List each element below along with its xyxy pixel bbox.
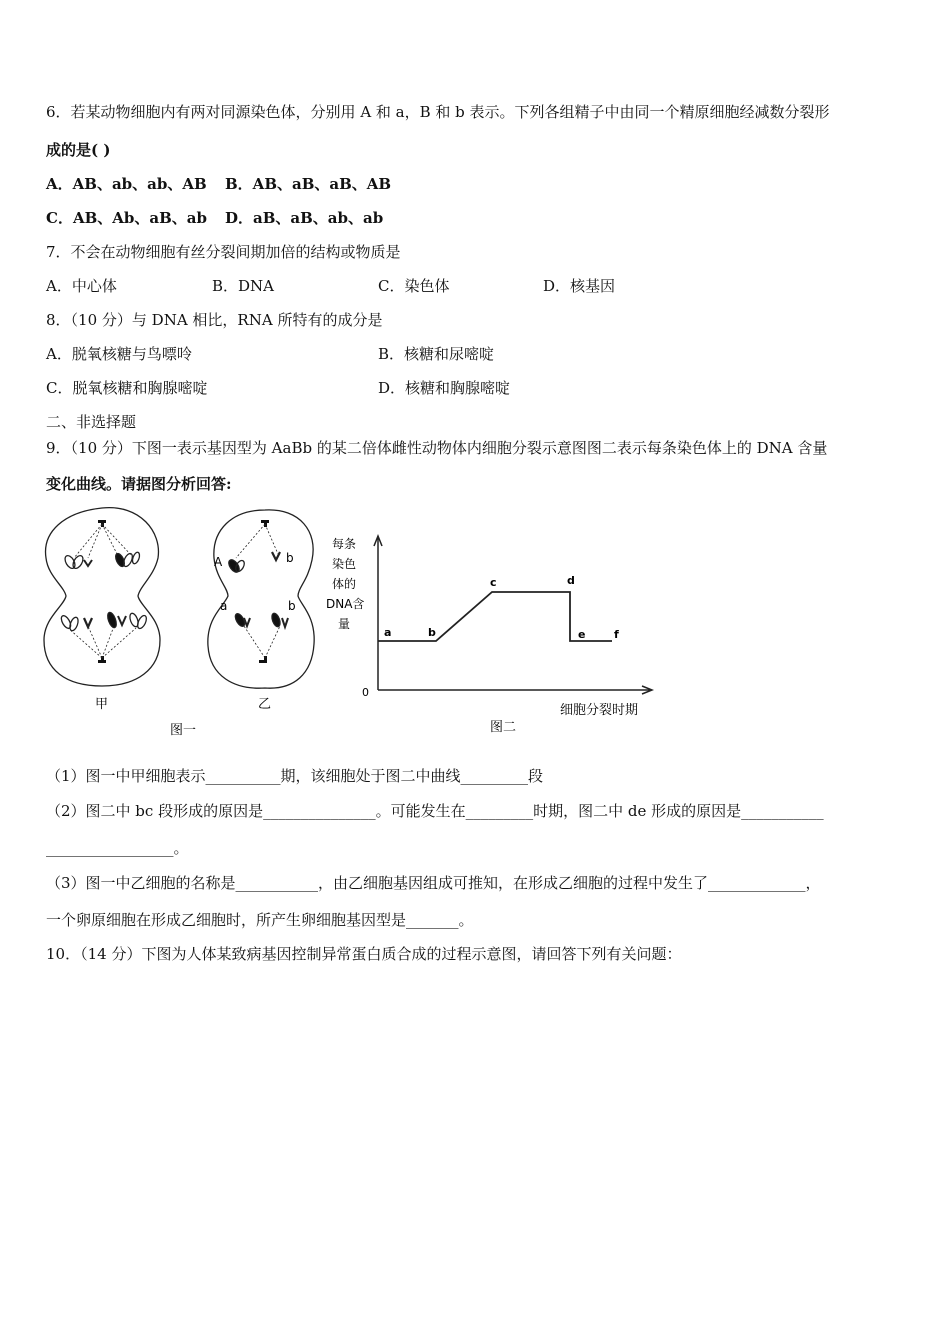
gene-label-b-bottom: b [288, 599, 296, 613]
q6-option-d: D．aB、aB、ab、ab [225, 209, 384, 227]
cell-yi-label: 乙 [258, 697, 272, 712]
figure1-caption: 图一 [170, 723, 197, 738]
point-c: c [490, 576, 497, 589]
q7-option-d: D．核基因 [543, 277, 616, 295]
q7-option-b: B．DNA [212, 277, 275, 295]
ylabel-line3: 体的 [332, 577, 357, 591]
q9-sub3-line2: 一个卵原细胞在形成乙细胞时，所产生卵细胞基因型是_______。 [46, 911, 474, 929]
ylabel-line2: 染色 [332, 557, 357, 571]
figure2-axes [374, 536, 652, 694]
q6-option-b: B．AB、aB、aB、AB [225, 175, 392, 193]
cell-jia-diagram [44, 508, 160, 686]
q9-sub3-line1: （3）图一中乙细胞的名称是___________，由乙细胞基因组成可推知，在形成乙细胞的过程中发生了_____________， [46, 874, 821, 892]
point-b: b [428, 626, 436, 639]
cell-jia-label: 甲 [95, 697, 109, 712]
q10-stem: 10．（14 分）下图为人体某致病基因控制异常蛋白质合成的过程示意图，请回答下列有关问题： [46, 945, 682, 963]
q8-option-d: D．核糖和胸腺嘧啶 [378, 379, 511, 397]
q8-option-a: A．脱氧核糖与鸟嘌呤 [46, 345, 192, 363]
section-heading: 二、非选择题 [46, 413, 137, 431]
q9-sub2-line1: （2）图二中 bc 段形成的原因是_______________。可能发生在_________时期，图二中 de 形成的原因是___________ [46, 802, 824, 820]
q6-option-a: A．AB、ab、ab、AB [46, 175, 207, 193]
ylabel-line5: 量 [338, 617, 351, 631]
ylabel-line1: 每条 [332, 537, 357, 551]
q9-stem-line2: 变化曲线。请据图分析回答: [46, 475, 232, 493]
q7-stem: 7．不会在动物细胞有丝分裂间期加倍的结构或物质是 [46, 243, 401, 261]
q6-option-c: C．AB、Ab、aB、ab [46, 209, 207, 227]
point-e: e [578, 628, 586, 641]
q9-figure [40, 500, 670, 745]
gene-label-b-top: b [286, 551, 294, 565]
axis-origin: 0 [362, 686, 369, 699]
q6-stem-line2: 成的是( ) [46, 141, 111, 159]
q9-stem-line1: 9．（10 分）下图一表示基因型为 AaBb 的某二倍体雌性动物体内细胞分裂示意图图二表示每条染色体上的 DNA 含量 [46, 439, 828, 457]
point-a: a [384, 626, 392, 639]
q7-option-a: A．中心体 [46, 277, 117, 295]
point-f: f [614, 628, 619, 641]
q8-option-b: B．核糖和尿嘧啶 [378, 345, 495, 363]
figure2-caption: 图二 [490, 720, 517, 735]
point-d: d [567, 574, 575, 587]
q8-stem: 8．（10 分）与 DNA 相比，RNA 所特有的成分是 [46, 311, 383, 329]
gene-label-A: A [214, 555, 223, 569]
ylabel-line4: DNA含 [326, 597, 365, 611]
q9-sub1: （1）图一中甲细胞表示__________期，该细胞处于图二中曲线_________段 [46, 767, 544, 785]
xlabel: 细胞分裂时期 [560, 703, 639, 718]
q9-sub2-line2: _________________。 [46, 839, 189, 857]
dna-content-curve [378, 592, 612, 641]
q7-option-c: C．染色体 [378, 277, 450, 295]
q8-option-c: C．脱氧核糖和胸腺嘧啶 [46, 379, 208, 397]
gene-label-a: a [220, 599, 228, 613]
q6-stem-line1: 6．若某动物细胞内有两对同源染色体，分别用 A 和 a，B 和 b 表示。下列各组精子中由同一个精原细胞经减数分裂形 [46, 103, 830, 121]
